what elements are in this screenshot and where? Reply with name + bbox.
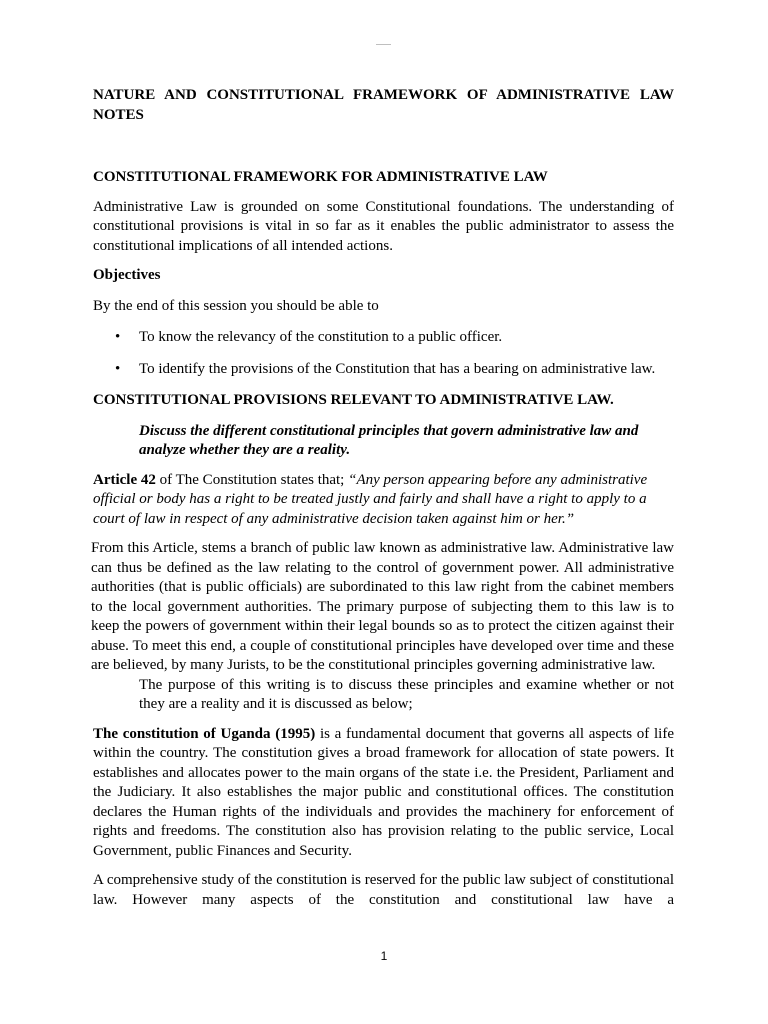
bullet-icon: • [115,360,121,377]
uganda-constitution-label: The constitution of Uganda (1995) [93,725,316,742]
article-paragraph [93,471,674,530]
objective-item [93,328,674,348]
page-content [93,86,674,910]
page-number: 1 [380,949,388,963]
bullet-icon: • [115,329,121,345]
uganda-constitution-text: is a fundamental document that governs all aspects of life within the country. The constitution gives a broad framework for allocation of state powers. It establishes and allocates power to the main organs of the state i.e. the President, Parliament and the Judiciary. It also establishes the major public and constitutional offices. The constitution declares the Human rights of the individuals and provides the machinery for enforcement of rights and freedoms. The constitution also has provision relating to the public service, Local Government, public Finances and Security. [93,725,674,859]
objective-item [93,360,674,380]
document-title: NATURE AND CONSTITUTIONAL FRAMEWORK OF ADMINISTRATIVE LAW NOTES [93,87,674,123]
comprehensive-study-paragraph: A comprehensive study of the constitution is reserved for the public law subject of constitutional law. However many aspects of the constitution and constitutional law have a [93,872,674,908]
objectives-heading: Objectives [93,267,161,283]
article-explanation-paragraph: From this Article, stems a branch of public law known as administrative law. Administrative law can thus be defined as the law relating to the control of government power. All administrative authorities (that is public officials) are subordinated to this law right from the cabinet members to the local government authorities. The primary purpose of subjecting them to this law is to keep the powers of government within their legal bounds so as to protect the citizen against their abuse. To meet this end, a couple of constitutional principles have developed over time and these are believed, by many Jurists, to be the constitutional principles governing administrative law. [91,540,674,673]
intro-paragraph: Administrative Law is grounded on some Constitutional foundations. The understanding of constitutional provisions is vital in so far as it enables the public administrator to assess the constitutional implications of all intended actions. [93,198,674,254]
article-lead: of The Constitution states that; [155,471,349,488]
objectives-lead: By the end of this session you should be able to [93,297,379,314]
article-label: Article 42 [93,471,156,488]
objectives-list [93,328,674,379]
header-mark [376,44,391,45]
purpose-paragraph: The purpose of this writing is to discuss these principles and examine whether or not they are a reality and it is discussed as below; [139,676,674,712]
discussion-question: Discuss the different constitutional principles that govern administrative law and analyze whether they are a reality. [139,422,639,458]
article-quote: “Any person appearing before any administrative official or body has a right to be treated justly and fairly and shall have a right to apply to a court of law in respect of any administrative decision taken against him or her.” [93,471,648,527]
uganda-constitution-paragraph [93,725,674,862]
objective-text: To know the relevancy of the constitution to a public officer. [139,329,503,345]
section-heading: CONSTITUTIONAL FRAMEWORK FOR ADMINISTRATIVE LAW [93,169,548,185]
objective-text: To identify the provisions of the Constitution that has a bearing on administrative law. [139,360,656,377]
provisions-heading: CONSTITUTIONAL PROVISIONS RELEVANT TO ADMINISTRATIVE LAW. [93,392,614,408]
